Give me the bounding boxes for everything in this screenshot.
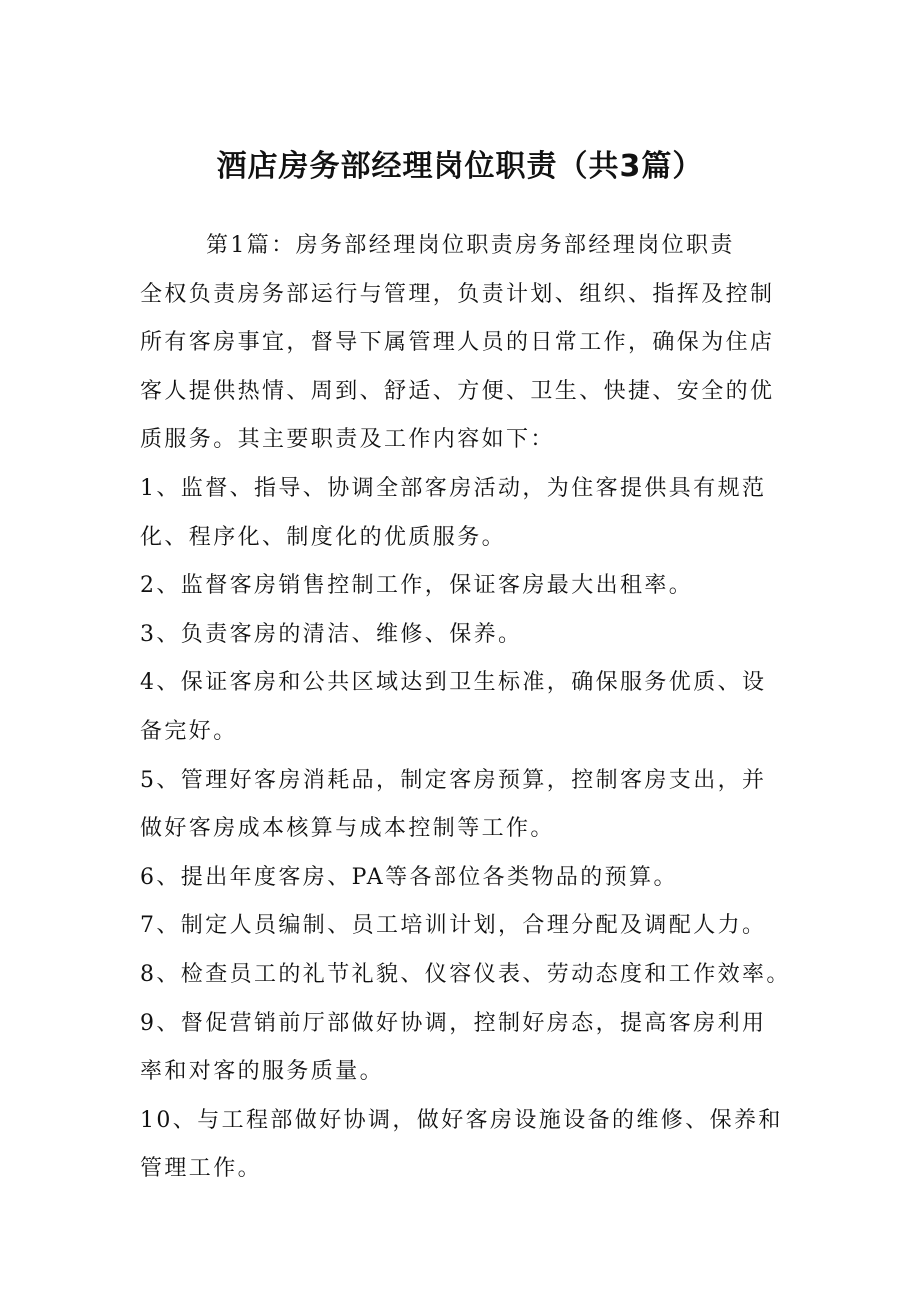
- paragraph-line: 所有客房事宜，督导下属管理人员的日常工作，确保为住店: [140, 330, 775, 356]
- document-title: 酒店房务部经理岗位职责（共3篇）: [216, 149, 704, 184]
- list-item-line: 9、督促营销前厅部做好协调，控制好房态，提高客房利用: [140, 1010, 767, 1036]
- list-item-line: 6、提出年度客房、PA等各部位各类物品的预算。: [140, 864, 678, 890]
- list-item-line: 8、检查员工的礼节礼貌、仪容仪表、劳动态度和工作效率。: [140, 961, 791, 987]
- list-item-line: 做好客房成本核算与成本控制等工作。: [140, 816, 555, 842]
- list-item-line: 10、与工程部做好协调，做好客房设施设备的维修、保养和: [140, 1107, 783, 1133]
- list-item-line: 5、管理好客房消耗品，制定客房预算，控制客房支出，并: [140, 767, 767, 793]
- list-item-line: 备完好。: [140, 718, 238, 744]
- list-item-line: 化、程序化、制度化的优质服务。: [140, 524, 507, 550]
- paragraph-line: 全权负责房务部运行与管理，负责计划、组织、指挥及控制: [140, 281, 775, 307]
- list-item-line: 7、制定人员编制、员工培训计划，合理分配及调配人力。: [140, 913, 767, 939]
- list-item-line: 率和对客的服务质量。: [140, 1059, 385, 1085]
- list-item-line: 2、监督客房销售控制工作，保证客房最大出租率。: [140, 573, 694, 599]
- paragraph-line: 质服务。其主要职责及工作内容如下：: [140, 427, 555, 453]
- list-item-line: 4、保证客房和公共区域达到卫生标准，确保服务优质、设: [140, 670, 767, 696]
- list-item-line: 管理工作。: [140, 1156, 263, 1182]
- list-item-line: 1、监督、指导、协调全部客房活动，为住客提供具有规范: [140, 475, 767, 501]
- list-item-line: 3、负责客房的清洁、维修、保养。: [140, 621, 523, 647]
- section-heading: 第1篇：房务部经理岗位职责房务部经理岗位职责: [206, 233, 735, 258]
- paragraph-line: 客人提供热情、周到、舒适、方便、卫生、快捷、安全的优: [140, 378, 775, 404]
- document-body: [140, 222, 800, 1194]
